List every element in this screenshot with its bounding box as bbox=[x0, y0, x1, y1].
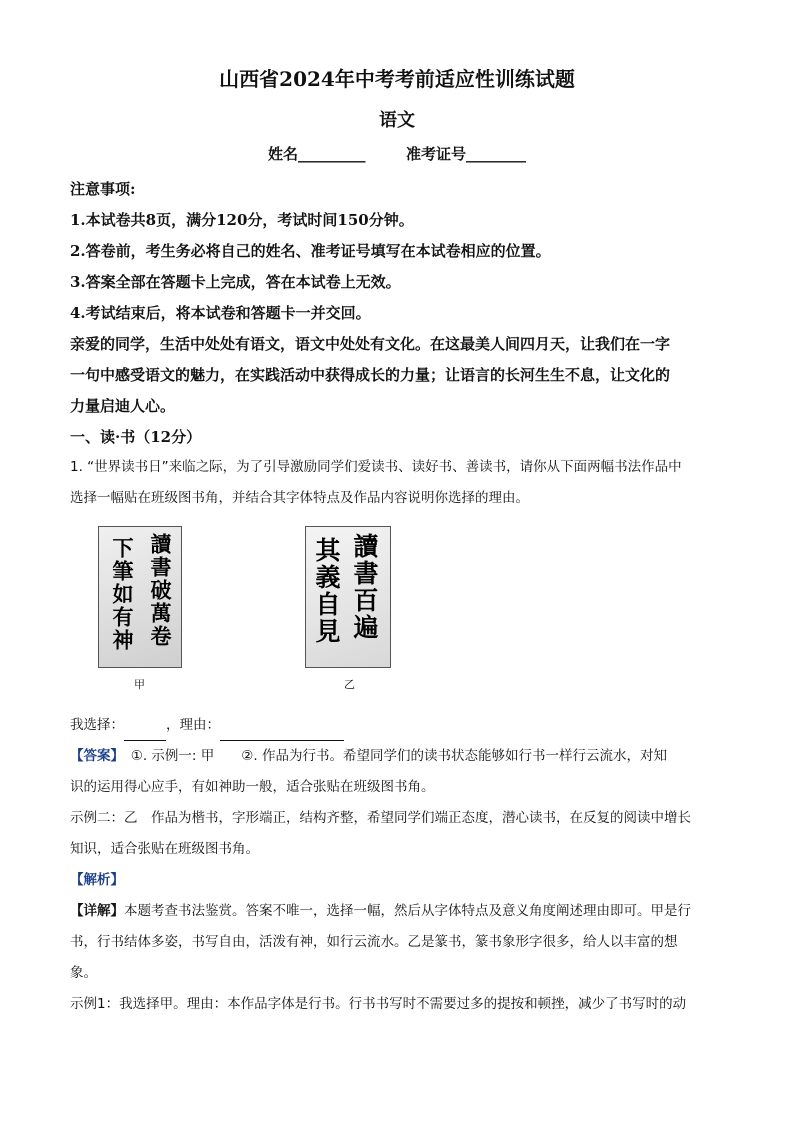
notice-heading: 注意事项: bbox=[70, 180, 136, 198]
analysis-line: 示例1：我选择甲。理由：本作品字体是行书。行书书写时不需要过多的提按和顿挫，减少了书写时的动 bbox=[70, 996, 687, 1012]
answer-text: ①. 示例一: 甲 ②. 作品为行书。希望同学们的读书状态能够如行书一样行云流水，对知 bbox=[130, 748, 667, 764]
intro-line: 亲爱的同学，生活中处处有语文，语文中处处有文化。在这最美人间四月天，让我们在一字 bbox=[70, 335, 671, 353]
name-label: 姓名 bbox=[268, 145, 299, 163]
exam-title: 山西省2024年中考考前适应性训练试题 bbox=[219, 67, 575, 91]
intro-line: 一句中感受语文的魅力，在实践活动中获得成长的力量；让语言的长河生生不息，让文化的 bbox=[70, 366, 671, 384]
answer-line bbox=[70, 741, 724, 772]
calligraphy-column: 讀書破萬卷 bbox=[148, 533, 173, 648]
analysis-line: 书，行书结体多姿，书写自由，活泼有神，如行云流水。乙是篆书，篆书象形字很多，给人以丰富的想 bbox=[70, 934, 678, 950]
analysis-tag: 【解析】 bbox=[70, 872, 124, 888]
choose-label: 我选择： bbox=[70, 717, 124, 733]
section-heading: 一、读·书（12分） bbox=[70, 428, 202, 446]
answer-line: 知识，适合张贴在班级图书角。 bbox=[70, 841, 259, 857]
calligraphy-image-a bbox=[98, 526, 182, 668]
detail-tag: 【详解】 bbox=[70, 903, 124, 919]
intro-block bbox=[70, 329, 724, 422]
calligraphy-column: 下筆如有神 bbox=[110, 537, 135, 652]
question-line: 1. “世界读书日”来临之际，为了引导激励同学们爱读书、读好书、善读书，请你从下面两幅书法作品中 bbox=[70, 459, 682, 475]
calligraphy-column: 其義自見 bbox=[312, 537, 341, 645]
notice-item: 1.本试卷共8页，满分120分，考试时间150分钟。 bbox=[70, 211, 414, 229]
image-caption-a: 甲 bbox=[134, 678, 145, 691]
question-line: 选择一幅贴在班级图书角，并结合其字体特点及作品内容说明你选择的理由。 bbox=[70, 490, 529, 506]
answer-tag: 【答案】 bbox=[70, 748, 118, 764]
analysis-text: 本题考查书法鉴赏。答案不唯一，选择一幅，然后从字体特点及意义角度阐述理由即可。甲是行 bbox=[124, 903, 691, 919]
exam-no-label: 准考证号 bbox=[405, 145, 466, 163]
name-blank[interactable]: _________ bbox=[298, 145, 366, 163]
answer-line: 示例二：乙 作品为楷书，字形端正，结构齐整，希望同学们端正态度，潜心读书，在反复的阅读中增长 bbox=[70, 810, 691, 826]
intro-line: 力量启迪人心。 bbox=[70, 397, 176, 415]
calligraphy-image-b bbox=[305, 526, 391, 668]
notice-item: 4.考试结束后，将本试卷和答题卡一并交回。 bbox=[70, 304, 371, 322]
calligraphy-column: 讀書百遍 bbox=[350, 533, 379, 641]
analysis-line bbox=[70, 896, 724, 927]
reason-blank[interactable] bbox=[220, 724, 344, 741]
calligraphy-images bbox=[70, 526, 724, 710]
answer-line: 识的运用得心应手，有如神助一般，适合张贴在班级图书角。 bbox=[70, 779, 435, 795]
answer-fill-line bbox=[70, 710, 724, 741]
analysis-block bbox=[70, 865, 724, 1020]
analysis-line: 象。 bbox=[70, 965, 97, 981]
notice-block bbox=[70, 174, 724, 329]
notice-item: 3.答案全部在答题卡上完成，答在本试卷上无效。 bbox=[70, 273, 401, 291]
exam-no-blank[interactable]: ________ bbox=[466, 145, 526, 163]
notice-item: 2.答卷前，考生务必将自己的姓名、准考证号填写在本试卷相应的位置。 bbox=[70, 242, 551, 260]
choose-blank[interactable] bbox=[124, 724, 166, 741]
answer-block bbox=[70, 741, 724, 865]
image-caption-b: 乙 bbox=[344, 678, 355, 691]
student-info-fields bbox=[70, 142, 724, 166]
exam-page bbox=[70, 64, 724, 1020]
question-1 bbox=[70, 452, 724, 741]
reason-label: ，理由： bbox=[166, 717, 220, 733]
subject-title: 语文 bbox=[379, 110, 415, 131]
